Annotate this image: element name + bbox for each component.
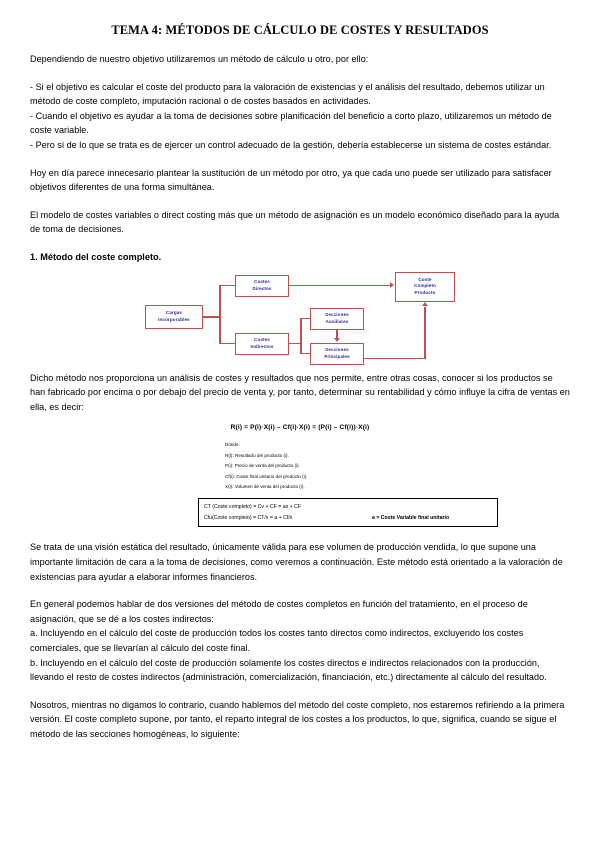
bullet-objetivo-coste-producto: - Si el objetivo es calcular el coste del producto para la valoración de existencias y el análisis del resultado, debemos utilizar un método de coste completo, imputación racional o de costes basados en actividades.: [30, 81, 545, 107]
node-cargas-line2: Incorporables: [158, 316, 190, 322]
node-costes-directos-line2: Directos: [252, 285, 272, 291]
node-coste-completo-line1: Coste: [418, 277, 432, 283]
connector-bus-to-indirectos: [219, 343, 236, 345]
boxed-formula-note: a = Coste Variable final unitario: [372, 514, 450, 521]
connector-secciones-bus-vertical: [300, 318, 302, 354]
legend-item-x: X(i): Volumen de venta del producto (i).: [225, 483, 305, 489]
node-coste-completo-line3: Producto: [414, 289, 436, 295]
paragraph-version-b: b. Incluyendo en el cálculo del coste de producción solamente los costes directos e indirectos relacionados con la producción, llevando el resto de costes indirectos (administración, comercialización, financiación, etc.) directamente al cálculo del resultado.: [30, 657, 547, 683]
diagram-node-cargas-incorporables: [145, 305, 203, 329]
legend-item-p: P(i): Precio de venta del producto (i).: [225, 463, 300, 469]
boxed-formula-ct: CT (Coste completo) = Cv + CF = ax + CF: [204, 504, 302, 511]
bullet-objetivo-control: - Pero si de lo que se trata es de ejercer un control adecuado de la gestión, debería establecerse un sistema de costes estándar.: [30, 139, 552, 150]
boxed-formula-cfu-row: [204, 513, 493, 524]
connector-directos-to-coste-completo: [289, 285, 391, 287]
connector-principales-up-vertical: [424, 307, 426, 359]
diagram-node-secciones-principales: [310, 343, 364, 365]
connector-cargas-to-bus: [203, 316, 220, 318]
formula-legend: [225, 440, 570, 492]
node-costes-indirectos-line1: Costes: [254, 337, 270, 343]
intro-paragraph: Dependiendo de nuestro objetivo utilizaremos un método de cálculo u otro, por ello:: [30, 54, 369, 64]
paragraph-vision-estatica: Se trata de una visión estática del resultado, únicamente válida para ese volumen de producción vendida, lo que supone una importante limitación de cara a la toma de decisiones, como veremos a continuación. Este método está orientado a la valoración de existencias para ayudar a elaborar informes financieros.: [30, 542, 563, 582]
formula-resultado-producto: R(i) = P(i)·X(i) – Cf(i)·X(i) = (P(i) – Cf(i))·X(i): [230, 424, 370, 432]
paragraph-version-a: a. Incluyendo en el cálculo del coste de producción todos los costes tanto directos como indirectos, excluyendo los costes comerciales, que se llevarían al cálculo del coste final.: [30, 628, 524, 653]
node-secciones-principales-line2: Principales: [324, 353, 350, 359]
diagram-node-coste-completo-producto: [395, 272, 455, 302]
node-secciones-auxiliares-line2: Auxiliares: [325, 318, 349, 324]
node-coste-completo-line2: Completo: [414, 283, 436, 289]
section-heading-metodo-coste-completo: 1. Método del coste completo.: [30, 251, 162, 262]
connector-bus-to-principales: [300, 353, 311, 355]
diagram-node-costes-indirectos: [235, 333, 289, 355]
page-title: TEMA 4: MÉTODOS DE CÁLCULO DE COSTES Y RESULTADOS: [111, 23, 489, 37]
arrow-auxiliares-to-principales-icon: [334, 338, 340, 342]
arrow-principales-to-coste-completo-icon: [422, 302, 428, 306]
connector-bus-to-directos: [219, 285, 236, 287]
paragraph-dos-versiones: En general podemos hablar de dos versiones del método de costes completos en función del tratamiento, en el proceso de asignación, que se dé a los costes indirectos:: [30, 599, 528, 624]
node-secciones-principales-line1: Secciones: [325, 347, 349, 353]
boxed-formula-panel: [198, 498, 498, 527]
diagram-node-costes-directos: [235, 275, 289, 297]
legend-item-cf: Cf(i): Coste final unitario del producto (i).: [225, 473, 308, 479]
node-costes-indirectos-line2: Indirectos: [250, 343, 274, 349]
legend-donde-label: Donde:: [225, 442, 240, 448]
bullet-objetivo-decisiones: - Cuando el objetivo es ayudar a la toma de decisiones sobre planificación del beneficio a corto plazo, utilizaremos un método de coste variable.: [30, 110, 552, 136]
paragraph-direct-costing: El modelo de costes variables o direct costing más que un método de asignación es un modelo económico diseñado para la ayuda de toma de decisiones.: [30, 209, 560, 235]
paragraph-dicho-metodo: Dicho método nos proporciona un análisis de costes y resultados que nos permite, entre otras cosas, conocer si los productos se han fabricado por encima o por debajo del precio de venta y, por tanto, determinar su rentabilidad y cómo influye la cifra de ventas en ella, es decir:: [30, 372, 570, 412]
node-costes-directos-line1: Costes: [254, 279, 270, 285]
connector-bus-vertical: [219, 286, 221, 344]
legend-item-r: R(i): Resultado del producto (i).: [225, 452, 289, 458]
node-cargas-line1: Cargas: [165, 310, 183, 316]
boxed-formula-cfu: Cfu(Coste completo) = CT/x = a + Cf/x: [204, 514, 293, 521]
connector-bus-to-auxiliares: [300, 318, 311, 320]
diagram-node-secciones-auxiliares: [310, 308, 364, 330]
node-secciones-auxiliares-line1: Secciones: [325, 312, 349, 318]
paragraph-nosotros: Nosotros, mientras no digamos lo contrario, cuando hablemos del método del coste completo, nos estaremos refiriendo a la primera versión. El coste completo supone, por tanto, el reparto integral de los costes a los productos, lo que, significa, cuando se sigue el método de las secciones homogéneas, lo siguiente:: [30, 699, 565, 739]
cost-flow-diagram: [30, 271, 570, 365]
connector-principales-right: [364, 358, 425, 360]
arrow-directos-to-coste-completo-icon: [390, 282, 394, 288]
paragraph-simultanea: Hoy en día parece innecesario plantear la sustitución de un método por otro, ya que cada uno puede ser utilizado para satisfacer objetivos diferentes de una forma simultánea.: [30, 167, 552, 193]
